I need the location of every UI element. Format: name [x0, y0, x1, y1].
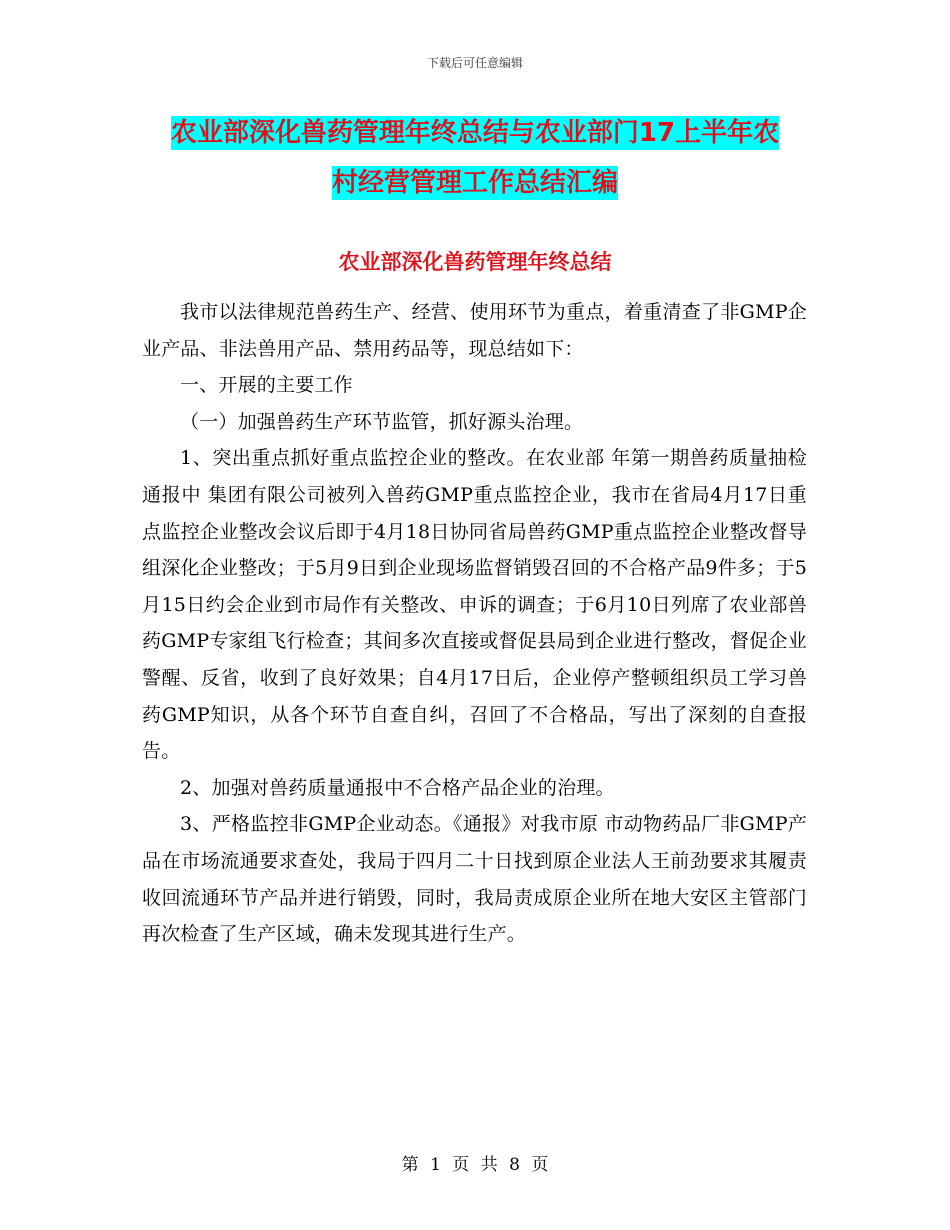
- document-body: [142, 294, 807, 953]
- header-note: 下载后可任意编辑: [426, 56, 523, 70]
- paragraph-item-3: 3、严格监控非GMP企业动态。《通报》对我市原 市动物药品厂非GMP产品在市场流通要求查处，我局于四月二十日找到原企业法人王前劲要求其履责收回流通环节产品并进行销毁，同时，我局责成原企业所在地大安区主管部门再次检查了生产区域，确未发现其进行生产。: [142, 813, 807, 946]
- document-title: [0, 108, 950, 208]
- paragraph-item-2: 2、加强对兽药质量通报中不合格产品企业的治理。: [180, 776, 615, 799]
- section-title: 农业部深化兽药管理年终总结: [338, 250, 612, 274]
- paragraph-intro: 我市以法律规范兽药生产、经营、使用环节为重点，着重清查了非GMP企业产品、非法兽用产品、禁用药品等，现总结如下：: [142, 301, 807, 360]
- document-title-line-2: 村经营管理工作总结汇编: [331, 168, 618, 198]
- heading-main-work: 一、开展的主要工作: [180, 374, 353, 397]
- document-title-line-1: 农业部深化兽药管理年终总结与农业部门17上半年农: [170, 118, 780, 148]
- paragraph-item-1: 1、突出重点抓好重点监控企业的整改。在农业部 年第一期兽药质量抽检通报中 集团有限公司被列入兽药GMP重点监控企业，我市在省局4月17日重点监控企业整改会议后即于4月18日协同省局兽药GMP重点监控企业整改督导组深化企业整改；于5月9日到企业现场监督销毁召回的不合格产品9件多；于5月15日约会企业到市局作有关整改、申诉的调查；于6月10日列席了农业部兽药GMP专家组飞行检查；其间多次直接或督促县局到企业进行整改，督促企业警醒、反省，收到了良好效果；自4月17日后，企业停产整顿组织员工学习兽药GMP知识，从各个环节自查自纠，召回了不合格品，写出了深刻的自查报告。: [142, 447, 807, 763]
- page-number-footer: 第 1 页 共 8 页: [401, 1155, 549, 1175]
- subheading-production-supervision: （一）加强兽药生产环节监管，抓好源头治理。: [180, 410, 584, 433]
